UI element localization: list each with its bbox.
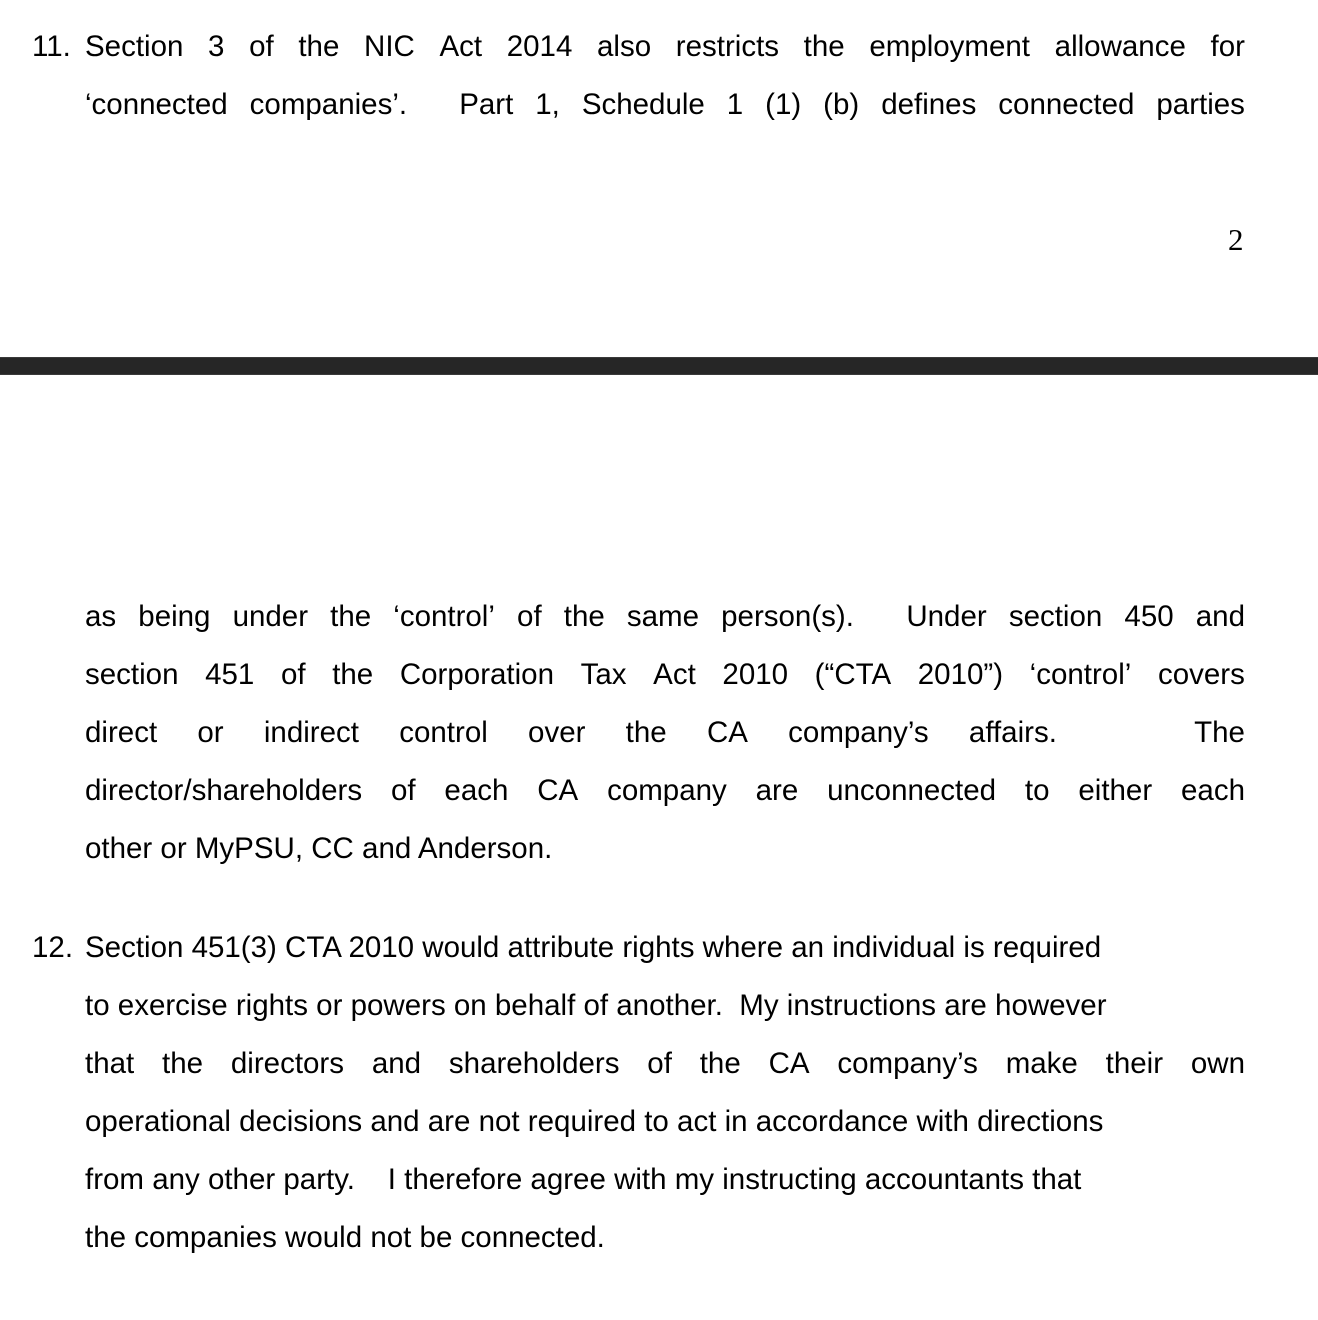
- text-word: of: [647, 1047, 672, 1080]
- text-word: Under: [906, 600, 987, 633]
- text-line: [85, 646, 1245, 704]
- text-word: each: [444, 774, 509, 807]
- page-break-divider-bottom-edge: [0, 374, 1318, 375]
- text-line: [85, 977, 1245, 1035]
- text-word: the: [330, 600, 372, 633]
- text-word: ‘control’: [393, 600, 495, 633]
- text-word: 2010”): [917, 658, 1004, 691]
- text-word: parties: [1156, 88, 1245, 121]
- text-line: [85, 1151, 1245, 1209]
- text-word: and: [1195, 600, 1245, 633]
- text-word: NIC: [364, 30, 415, 63]
- paragraph-spacer: [32, 878, 1245, 919]
- list-item-12-number: 12.: [32, 931, 74, 964]
- text-line: [85, 704, 1245, 762]
- text-word: same: [626, 600, 700, 633]
- text-word: Corporation: [399, 658, 554, 691]
- text-word: company: [607, 774, 727, 807]
- text-word: of: [280, 658, 306, 691]
- text-word: The: [1194, 716, 1245, 749]
- text-word: Tax: [580, 658, 627, 691]
- text-word: are: [755, 774, 799, 807]
- text-word: ‘connected: [85, 88, 228, 121]
- list-item-11: [32, 18, 1245, 134]
- text-word: allowance: [1054, 30, 1186, 63]
- text-word: also: [597, 30, 652, 63]
- text-word: as: [85, 600, 117, 633]
- text-word: [1097, 704, 1105, 762]
- text-line: [85, 588, 1245, 646]
- text-word: the: [625, 716, 667, 749]
- page-break-divider: [0, 357, 1318, 375]
- text-word: operational decisions and are not required to act in accordance with directions: [85, 1105, 1104, 1138]
- text-word: Section 451(3) CTA 2010 would attribute rights where an individual is required: [85, 931, 1102, 964]
- page-number: 2: [1228, 222, 1244, 257]
- text-word: make: [1005, 1047, 1078, 1080]
- continuation-paragraph: [32, 588, 1245, 878]
- text-line: [85, 1035, 1245, 1093]
- text-line: [85, 1209, 1245, 1267]
- text-word: Schedule: [581, 88, 705, 121]
- text-word: control: [399, 716, 488, 749]
- page-break-divider-top-edge: [0, 357, 1318, 358]
- text-word: Part: [459, 88, 514, 121]
- text-word: (“CTA: [814, 658, 892, 691]
- list-item-12-body: [85, 919, 1245, 1267]
- text-word: of: [390, 774, 416, 807]
- text-word: employment: [869, 30, 1031, 63]
- text-word: CA: [537, 774, 579, 807]
- text-word: Act: [653, 658, 696, 691]
- text-word: the companies would not be connected.: [85, 1221, 605, 1254]
- text-word: to exercise rights or powers on behalf of another. My instructions are however: [85, 989, 1107, 1022]
- text-word: 3: [208, 30, 225, 63]
- text-word: the: [699, 1047, 741, 1080]
- text-word: from any other party. I therefore agree with my instructing accountants that: [85, 1163, 1082, 1196]
- text-word: Section: [85, 30, 184, 63]
- text-word: each: [1181, 774, 1245, 807]
- text-word: of: [517, 600, 542, 633]
- text-word: being: [138, 600, 211, 633]
- text-word: the: [298, 30, 340, 63]
- text-word: own: [1190, 1047, 1245, 1080]
- text-word: unconnected: [827, 774, 997, 807]
- text-word: [876, 588, 884, 646]
- text-word: person(s).: [721, 600, 854, 633]
- text-word: 451: [205, 658, 255, 691]
- text-word: or: [197, 716, 224, 749]
- list-item-12: [32, 919, 1245, 1267]
- text-word: ‘control’: [1029, 658, 1132, 691]
- text-line: [85, 919, 1245, 977]
- text-word: CA: [706, 716, 748, 749]
- text-word: company’s: [788, 716, 929, 749]
- text-line: [85, 76, 1245, 134]
- text-word: section: [85, 658, 179, 691]
- text-word: the: [162, 1047, 204, 1080]
- bottom-section-text-block: [32, 588, 1245, 1267]
- text-line: [85, 1093, 1245, 1151]
- text-word: 2010: [722, 658, 789, 691]
- text-word: defines: [881, 88, 977, 121]
- text-word: either: [1078, 774, 1153, 807]
- list-item-11-number: 11.: [32, 30, 71, 63]
- text-word: companies’.: [249, 88, 408, 121]
- text-word: company’s: [837, 1047, 978, 1080]
- text-word: 1,: [535, 88, 560, 121]
- text-word: the: [332, 658, 374, 691]
- text-word: their: [1105, 1047, 1164, 1080]
- text-word: direct: [85, 716, 158, 749]
- continuation-paragraph-body: [85, 588, 1245, 878]
- top-section-text-block: [32, 18, 1245, 134]
- text-word: (1): [765, 88, 802, 121]
- text-word: restricts: [675, 30, 780, 63]
- text-word: under: [232, 600, 309, 633]
- text-word: that: [85, 1047, 135, 1080]
- text-word: 2014: [506, 30, 573, 63]
- list-item-11-body: [85, 18, 1245, 134]
- text-word: indirect: [263, 716, 359, 749]
- text-word: 1: [726, 88, 744, 121]
- text-word: affairs.: [968, 716, 1057, 749]
- text-line: [85, 820, 1245, 878]
- text-word: of: [249, 30, 274, 63]
- text-word: director/shareholders: [85, 774, 363, 807]
- text-word: other or MyPSU, CC and Anderson.: [85, 832, 553, 865]
- text-word: Act: [439, 30, 483, 63]
- text-word: covers: [1157, 658, 1245, 691]
- text-word: over: [528, 716, 586, 749]
- text-word: and: [371, 1047, 422, 1080]
- text-word: section: [1008, 600, 1103, 633]
- text-word: to: [1024, 774, 1050, 807]
- text-word: 450: [1124, 600, 1174, 633]
- text-word: [429, 76, 437, 134]
- text-word: the: [803, 30, 845, 63]
- text-word: the: [563, 600, 605, 633]
- text-word: connected: [998, 88, 1135, 121]
- text-word: CA: [768, 1047, 810, 1080]
- text-word: (b): [823, 88, 860, 121]
- text-line: [85, 18, 1245, 76]
- text-line: [85, 762, 1245, 820]
- text-word: shareholders: [448, 1047, 620, 1080]
- text-word: for: [1210, 30, 1245, 63]
- text-word: [1146, 704, 1154, 762]
- text-word: directors: [230, 1047, 345, 1080]
